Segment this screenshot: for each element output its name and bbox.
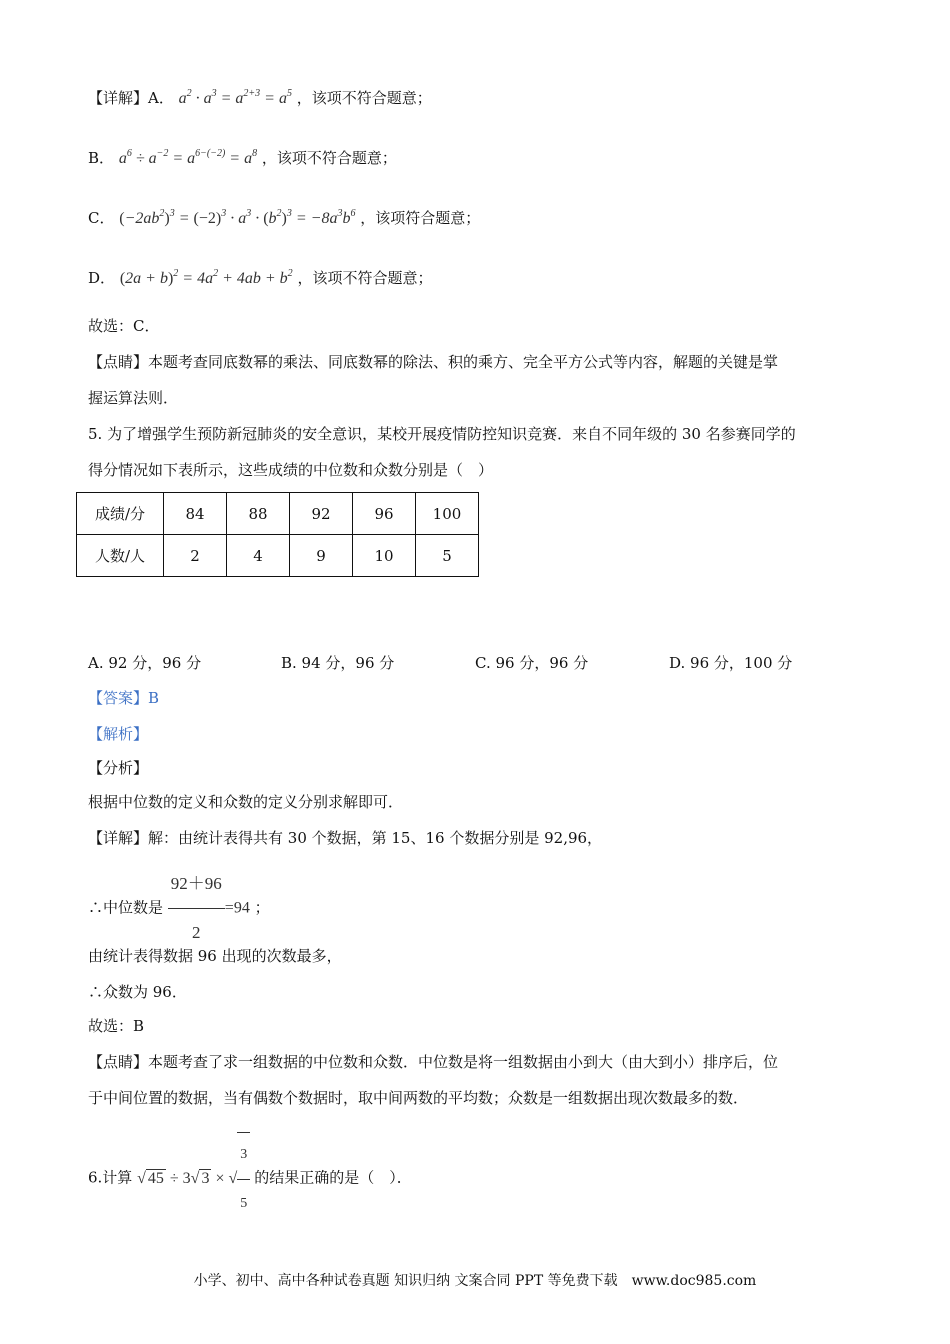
score-table — [76, 492, 479, 577]
median-fraction: $\frac{92+96}{2}$ — [168, 862, 225, 955]
mode-line-2: ∴众数为 96． — [88, 983, 187, 1001]
formula-a: $a^2 \cdot a^3 = a^{2+3} = a^5$ — [178, 88, 292, 107]
analysis-heading: 【分析】 — [88, 759, 149, 777]
detail-line-d: D． $(2a + b)^2 = 4a^2 + 4ab + b^2$ ，该项不符合题意； — [88, 268, 433, 287]
option-c: C. 96 分，96 分 — [475, 654, 589, 672]
detail-comment-1: 【点睛】本题考查同底数幂的乘法、同底数幂的除法、积的乘方、完全平方公式等内容，解题的关键是掌 — [88, 353, 779, 371]
table-cell: 96 — [353, 493, 416, 535]
mode-line-1: 由统计表得数据 96 出现的次数最多， — [88, 947, 342, 965]
analysis-tag: 【解析】 — [88, 725, 149, 743]
detail-choice: 故选：C． — [88, 317, 160, 335]
q5-comment-2: 于中间位置的数据，当有偶数个数据时，取中间两数的平均数；众数是一组数据出现次数最多的数． — [88, 1089, 749, 1107]
detail-line-b: B． $a^6 \div a^{-2} = a^{6-(-2)} = a^8$ ，该项不符合题意； — [88, 148, 397, 167]
q5-stem-2: 得分情况如下表所示，这些成绩的中位数和众数分别是（ ） — [88, 461, 494, 479]
q5-choice: 故选：B — [88, 1017, 145, 1035]
table-cell: 成绩/分 — [77, 493, 164, 535]
footer: 小学、初中、高中各种试卷真题 知识归纳 文案合同 PPT 等免费下载 www.doc985.com — [193, 1273, 757, 1289]
table-cell: 5 — [416, 535, 479, 577]
table-cell: 人数/人 — [77, 535, 164, 577]
formula-c: $(-2ab^2)^3 = (-2)^3 \cdot a^3 \cdot (b^2)^3 = -8a^3b^6$ — [119, 208, 356, 227]
detail-comment-2: 握运算法则． — [88, 389, 179, 407]
q6-formula: √ 45 ÷ 3√ 3 × √ $\frac{3}{5}$ — [137, 1170, 254, 1187]
option-d: D. 96 分，100 分 — [669, 654, 793, 672]
table-cell: 88 — [227, 493, 290, 535]
option-b: B. 94 分，96 分 — [281, 654, 395, 672]
q5-stem-1: 5. 为了增强学生预防新冠肺炎的安全意识，某校开展疫情防控知识竞赛．来自不同年级的 30 名参赛同学的 — [88, 425, 796, 443]
formula-b: $a^6 \div a^{-2} = a^{6-(-2)} = a^8$ — [118, 148, 258, 167]
table-row — [77, 535, 479, 577]
q5-comment-1: 【点睛】本题考查了求一组数据的中位数和众数．中位数是将一组数据由小到大（由大到小）排序后，位 — [88, 1053, 779, 1071]
analysis-text: 根据中位数的定义和众数的定义分别求解即可． — [88, 793, 404, 811]
median-line: ∴中位数是 $\frac{92+96}{2}$ =94 ； — [88, 862, 270, 955]
table-cell: 84 — [164, 493, 227, 535]
q5-detail-text: 【详解】解：由统计表得共有 30 个数据，第 15、16 个数据分别是 92,96， — [88, 829, 603, 847]
table-cell: 4 — [227, 535, 290, 577]
q6-stem: 6.计算 √ 45 ÷ 3√ 3 × √ $\frac{3}{5}$ 的结果正确的是（ ）． — [88, 1132, 412, 1226]
table-cell: 10 — [353, 535, 416, 577]
table-cell: 9 — [290, 535, 353, 577]
detail-line-a: 【详解】A． $a^2 \cdot a^3 = a^{2+3} = a^5$ ，该项不符合题意； — [88, 88, 432, 107]
table-cell: 100 — [416, 493, 479, 535]
detail-line-c: C． $(-2ab^2)^3 = (-2)^3 \cdot a^3 \cdot (b^2)^3 = -8a^3b^6$ ，该项符合题意； — [88, 208, 481, 227]
table-row — [77, 493, 479, 535]
answer-tag: 【答案】B — [88, 689, 160, 707]
table-cell: 92 — [290, 493, 353, 535]
table-cell: 2 — [164, 535, 227, 577]
option-a: A. 92 分，96 分 — [88, 654, 202, 672]
formula-d: $(2a + b)^2 = 4a^2 + 4ab + b^2$ — [119, 268, 293, 287]
